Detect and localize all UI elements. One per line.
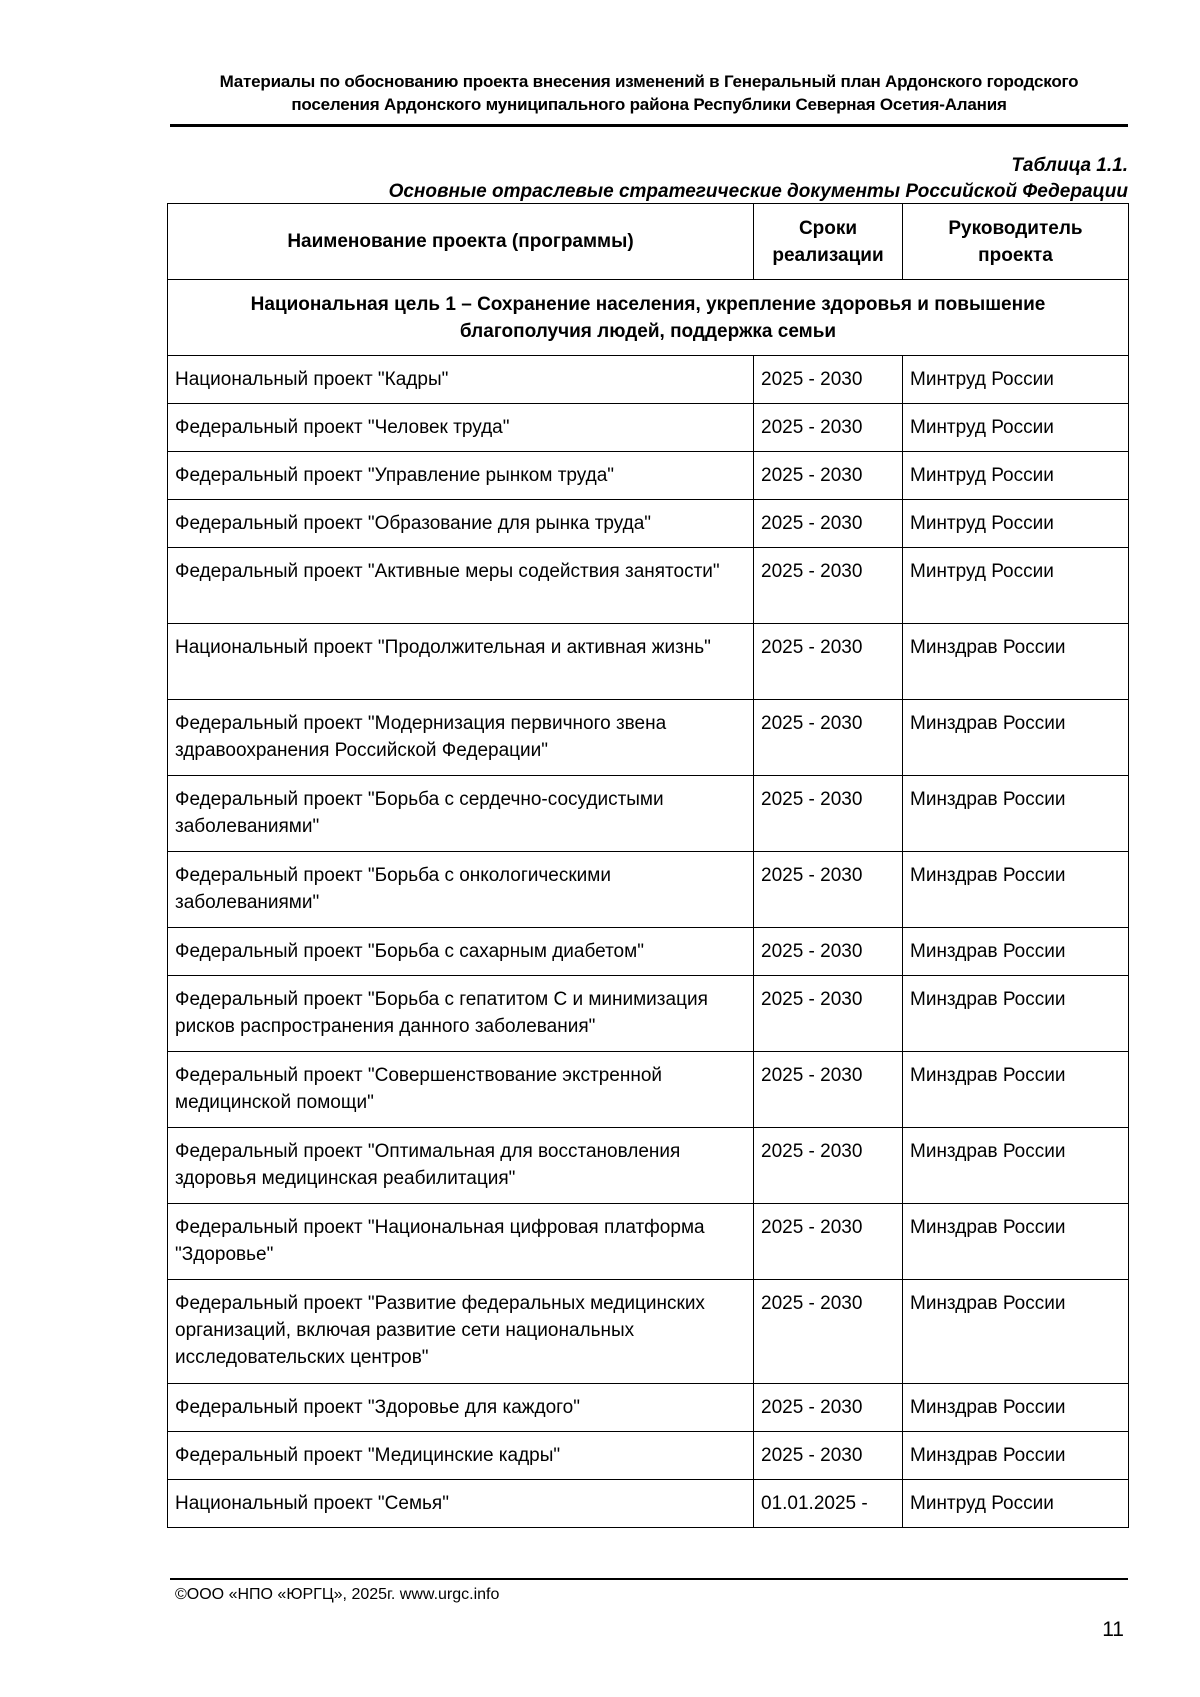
cell-name: Федеральный проект "Активные меры содействия занятости" xyxy=(168,548,754,624)
cell-name: Федеральный проект "Человек труда" xyxy=(168,404,754,452)
cell-head: Минздрав России xyxy=(903,1384,1129,1432)
page-number: 11 xyxy=(1102,1618,1124,1641)
table-caption xyxy=(228,153,1128,205)
cell-head: Минздрав России xyxy=(903,624,1129,700)
table-row xyxy=(168,1432,1129,1480)
cell-name: Федеральный проект "Оптимальная для восстановления здоровья медицинская реабилитация" xyxy=(168,1128,754,1204)
cell-name: Федеральный проект "Борьба с сердечно-сосудистыми заболеваниями" xyxy=(168,776,754,852)
cell-term: 2025 - 2030 xyxy=(754,852,903,928)
table-header-row xyxy=(168,204,1129,280)
table-row xyxy=(168,776,1129,852)
cell-term: 2025 - 2030 xyxy=(754,1052,903,1128)
table-row xyxy=(168,976,1129,1052)
cell-term: 2025 - 2030 xyxy=(754,500,903,548)
section-row xyxy=(168,280,1129,356)
cell-term: 2025 - 2030 xyxy=(754,1280,903,1384)
table-row xyxy=(168,1280,1129,1384)
cell-head: Минтруд России xyxy=(903,500,1129,548)
cell-head: Минтруд России xyxy=(903,404,1129,452)
table-row xyxy=(168,356,1129,404)
cell-name: Федеральный проект "Здоровье для каждого" xyxy=(168,1384,754,1432)
cell-head: Минтруд России xyxy=(903,356,1129,404)
cell-head: Минздрав России xyxy=(903,1432,1129,1480)
table-row xyxy=(168,928,1129,976)
cell-name: Национальный проект "Продолжительная и активная жизнь" xyxy=(168,624,754,700)
cell-term: 2025 - 2030 xyxy=(754,548,903,624)
cell-name: Национальный проект "Кадры" xyxy=(168,356,754,404)
table-row xyxy=(168,1204,1129,1280)
cell-head: Минтруд России xyxy=(903,1480,1129,1528)
cell-name: Федеральный проект "Борьба с гепатитом С и минимизация рисков распространения данного заболевания" xyxy=(168,976,754,1052)
cell-head: Минздрав России xyxy=(903,1052,1129,1128)
cell-name: Федеральный проект "Национальная цифровая платформа "Здоровье" xyxy=(168,1204,754,1280)
cell-term: 2025 - 2030 xyxy=(754,404,903,452)
footer-copyright: ©ООО «НПО «ЮРГЦ», 2025г. www.urgc.info xyxy=(175,1586,500,1603)
cell-term: 2025 - 2030 xyxy=(754,356,903,404)
cell-term: 2025 - 2030 xyxy=(754,1204,903,1280)
cell-term: 2025 - 2030 xyxy=(754,1432,903,1480)
table-row xyxy=(168,852,1129,928)
header-line-1: Материалы по обоснованию проекта внесения изменений в Генеральный план Ардонского городского xyxy=(219,72,1079,91)
cell-term: 2025 - 2030 xyxy=(754,776,903,852)
footer-rule xyxy=(170,1578,1128,1580)
cell-name: Федеральный проект "Управление рынком труда" xyxy=(168,452,754,500)
cell-term: 2025 - 2030 xyxy=(754,976,903,1052)
strategic-documents-table xyxy=(167,203,1129,1528)
cell-term: 2025 - 2030 xyxy=(754,452,903,500)
table-number: Таблица 1.1. xyxy=(1011,155,1128,176)
cell-name: Федеральный проект "Медицинские кадры" xyxy=(168,1432,754,1480)
section-title: Национальная цель 1 – Сохранение населения, укрепление здоровья и повышение благополучия людей, поддержка семьи xyxy=(168,280,1129,356)
column-header-term: Сроки реализации xyxy=(754,204,903,280)
table-row xyxy=(168,1384,1129,1432)
table-row xyxy=(168,1480,1129,1528)
cell-head: Минздрав России xyxy=(903,852,1129,928)
cell-name: Федеральный проект "Совершенствование экстренной медицинской помощи" xyxy=(168,1052,754,1128)
cell-head: Минздрав России xyxy=(903,1128,1129,1204)
table-row xyxy=(168,404,1129,452)
column-header-head: Руководитель проекта xyxy=(903,204,1129,280)
cell-term: 01.01.2025 - xyxy=(754,1480,903,1528)
table-title: Основные отраслевые стратегические документы Российской Федерации xyxy=(388,181,1128,202)
cell-head: Минздрав России xyxy=(903,1280,1129,1384)
document-header xyxy=(170,70,1128,116)
cell-term: 2025 - 2030 xyxy=(754,1128,903,1204)
cell-term: 2025 - 2030 xyxy=(754,624,903,700)
cell-head: Минтруд России xyxy=(903,452,1129,500)
table-row xyxy=(168,500,1129,548)
cell-name: Федеральный проект "Борьба с онкологическими заболеваниями" xyxy=(168,852,754,928)
cell-name: Федеральный проект "Борьба с сахарным диабетом" xyxy=(168,928,754,976)
cell-name: Федеральный проект "Развитие федеральных медицинских организаций, включая развитие сети национальных исследовательских центров" xyxy=(168,1280,754,1384)
cell-head: Минздрав России xyxy=(903,700,1129,776)
table-row xyxy=(168,1128,1129,1204)
table-row xyxy=(168,700,1129,776)
cell-term: 2025 - 2030 xyxy=(754,700,903,776)
table-row xyxy=(168,1052,1129,1128)
cell-name: Федеральный проект "Модернизация первичного звена здравоохранения Российской Федерации" xyxy=(168,700,754,776)
header-rule xyxy=(170,124,1128,127)
table-row xyxy=(168,624,1129,700)
cell-head: Минздрав России xyxy=(903,1204,1129,1280)
cell-name: Национальный проект "Семья" xyxy=(168,1480,754,1528)
cell-head: Минздрав России xyxy=(903,976,1129,1052)
cell-term: 2025 - 2030 xyxy=(754,1384,903,1432)
cell-term: 2025 - 2030 xyxy=(754,928,903,976)
cell-head: Минздрав России xyxy=(903,928,1129,976)
cell-head: Минздрав России xyxy=(903,776,1129,852)
cell-head: Минтруд России xyxy=(903,548,1129,624)
cell-name: Федеральный проект "Образование для рынка труда" xyxy=(168,500,754,548)
table-row xyxy=(168,548,1129,624)
table-row xyxy=(168,452,1129,500)
header-line-2: поселения Ардонского муниципального района Республики Северная Осетия-Алания xyxy=(291,95,1007,114)
column-header-name: Наименование проекта (программы) xyxy=(168,204,754,280)
